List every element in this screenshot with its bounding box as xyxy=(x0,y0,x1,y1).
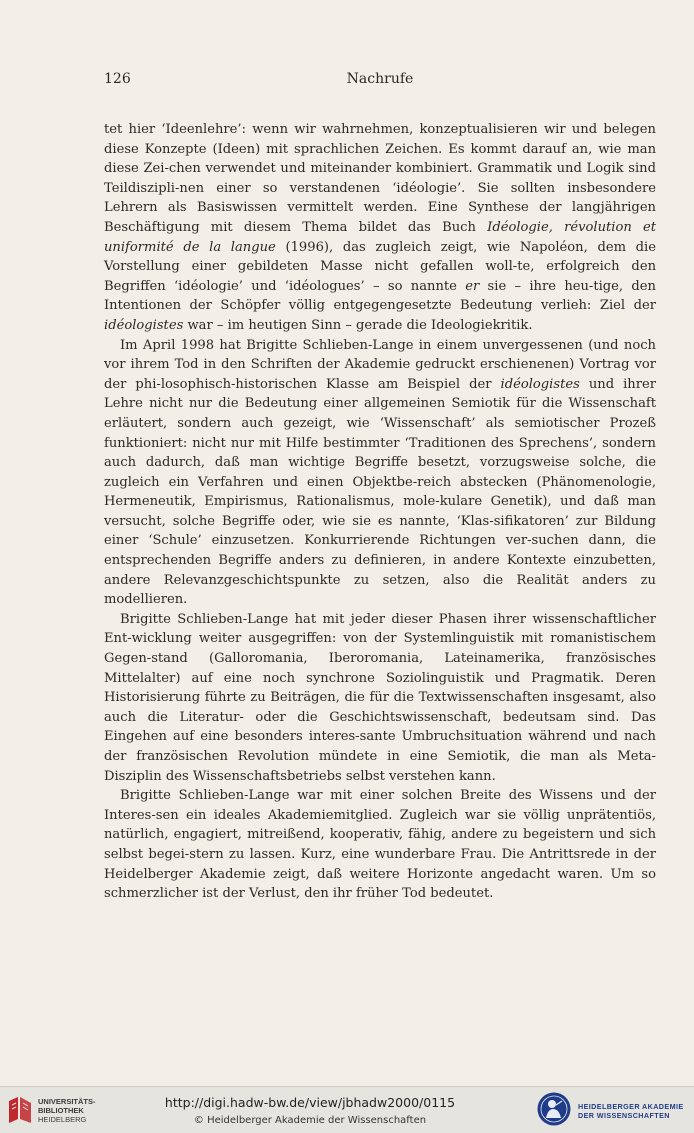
paragraph xyxy=(104,120,656,336)
permalink-url[interactable]: http://digi.hadw-bw.de/view/jbhadw2000/0115 xyxy=(164,1095,456,1110)
italic-text: Idéologie, révolution et uniformité de la langue xyxy=(104,219,657,255)
academy-logo[interactable] xyxy=(536,1091,692,1129)
ub-logo-line3: HEIDELBERG xyxy=(38,1115,87,1124)
ub-logo-text xyxy=(38,1097,96,1124)
academy-logo-line1: HEIDELBERGER AKADEMIE xyxy=(578,1102,684,1111)
university-library-logo[interactable] xyxy=(6,1093,106,1129)
italic-text: idéologistes xyxy=(104,317,184,333)
footer-bar xyxy=(0,1086,694,1133)
text-run: Im April 1998 hat Brigitte Schlieben-Lange in einem unvergessenen (und noch vor ihrem Tod in den Schriften der Akademie gedruckt erschienenen) Vortrag vor der phi-losophisch-historischen Klasse am Beispiel der xyxy=(104,337,656,392)
ub-logo-line2: BIBLIOTHEK xyxy=(38,1106,84,1115)
academy-logo-line2: DER WISSENSCHAFTEN xyxy=(578,1111,670,1120)
text-run: (1996), das zugleich zeigt, wie Napoléon, dem die Vorstellung einer gebildeten Masse nicht gefallen woll-te, erfolgreich den Begriffen ‘idéologie’ und ‘idéologues’ – so nannte xyxy=(104,239,656,294)
academy-seal-icon xyxy=(536,1091,572,1127)
text-run: und ihrer Lehre nicht nur die Bedeutung einer allgemeinen Semiotik für die Wissenschaft erläutert, sondern auch gezeigt, wie ‘Wissenschaft’ als semiotischer Prozeß funktioniert: nicht nur mit Hilfe bestimmter ‘Traditionen des Sprechens’, sondern auch dadurch, daß man wichtige Begriffe besetzt, vorzugsweise solche, die zugleich ein Verfahren und einen Objektbe-reich abstecken (Phänomenologie, Hermeneutik, Empirismus, Rationalismus, mole-kulare Genetik), und daß man versucht, solche Begriffe oder, wie sie es nannte, ‘Klas-sifikatoren’ zur Bildung einer ‘Schule’ einzusetzen. Konkurrierende Richtungen ver-suchen dann, die entsprechenden Begriffe anders zu definieren, in andere Kontexte einzubetten, andere Relevanzgeschichtspunkte zu setzen, also die Realität anders zu modellieren. xyxy=(104,376,656,608)
paragraph xyxy=(104,610,656,786)
page-number: 126 xyxy=(104,71,131,87)
text-run: war – im heutigen Sinn – gerade die Ideologiekritik. xyxy=(183,317,533,333)
text-run: Brigitte Schlieben-Lange war mit einer solchen Breite des Wissens und der Interes-sen ein ideales Akademiemitglied. Zugleich war sie völlig unprätentiös, natürlich, engagiert, mitreißend, kooperativ, fähig, andere zu begeistern und sich selbst begei-stern zu lassen. Kurz, eine wunderbare Frau. Die Antrittsrede in der Heidelberger Akademie zeigt, daß weitere Horizonte angedacht waren. Um so schmerzlicher ist der Verlust, den ihr früher Tod bedeutet. xyxy=(104,788,656,902)
italic-text: idéologistes xyxy=(500,376,580,392)
ub-logo-line1: UNIVERSITÄTS- xyxy=(38,1097,96,1106)
page-header xyxy=(104,71,656,93)
running-title: Nachrufe xyxy=(346,71,414,87)
paragraph xyxy=(104,786,656,904)
text-run: sie – ihre heu-tige, den Intentionen der Schöpfer völlig entgegengesetzte Bedeutung verlieh: Ziel der xyxy=(104,278,656,314)
paragraph xyxy=(104,336,656,610)
italic-text: er xyxy=(465,278,480,294)
text-run: tet hier ‘Ideenlehre’: wenn wir wahrnehmen, konzeptualisieren wir und belegen diese Konzepte (Ideen) mit sprachlichen Zeichen. Es kommt darauf an, wie man diese Zei-chen verwendet und miteinander kombiniert. Grammatik und Logik sind Teildiszipli-nen einer so verstandenen ‘idéologie’. Sie sollten insbesondere Lehrern als Basiswissen vermittelt werden. Eine Synthese der langjährigen Beschäftigung mit diesem Thema bildet das Buch xyxy=(104,122,656,235)
academy-logo-text xyxy=(578,1102,684,1120)
ub-logo-icon xyxy=(6,1095,34,1125)
text-run: Brigitte Schlieben-Lange hat mit jeder dieser Phasen ihrer wissenschaftlicher Ent-wicklung weiter ausgegriffen: von der Systemlinguistik mit romanistischem Gegen-stand (Galloromania, Iberoromania, Lateinamerika, französisches Mittelalter) auf eine noch synchrone Soziolinguistik und Pragmatik. Deren Historisierung führte zu Beiträgen, die für die Textwissenschaften insgesamt, also auch die Literatur- oder die Geschichtswissenschaft, bedeutsam sind. Das Eingehen auf eine besonders interes-sante Umbruchsituation während und nach der französischen Revolution mündete in eine Semiotik, die man als Meta-Disziplin des Wissenschaftsbetriebs selbst verstehen kann. xyxy=(104,611,656,784)
copyright-notice: © Heidelberger Akademie der Wissenschaften xyxy=(193,1115,427,1126)
body-text xyxy=(104,120,656,904)
